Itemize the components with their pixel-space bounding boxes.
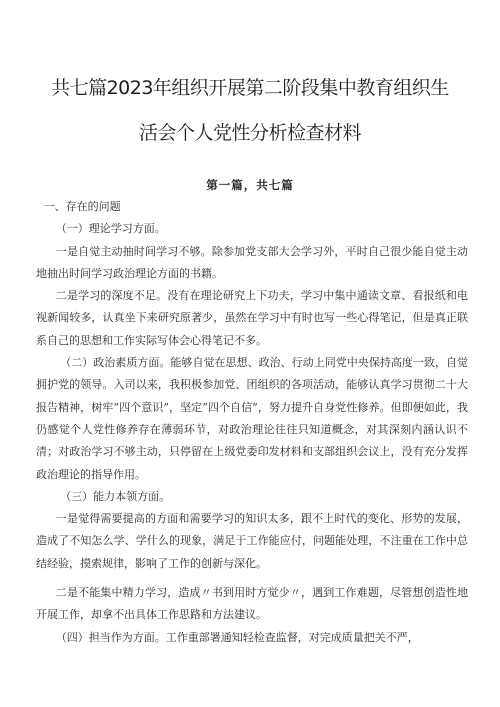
section-subtitle: 第一篇，共七篇 [206,178,294,192]
body-paragraph: 一是觉得需要提高的方面和需要学习的知识太多，跟不上时代的变化、形势的发展，造成了不知怎么学、学什么的现象，满足于工作能应付，问题能处理，不注重在工作中总结经验，摸索规律，影响了工作的创新与深化。 [36,512,468,570]
body-paragraph: （四）担当作为方面。工作重部署通知轻检查监督，对完成质量把关不严， [55,630,419,644]
body-paragraph: 二是不能集中精力学习，造成〃书到用时方觉少〃，遇到工作难题，尽管想创造性地开展工作，却拿不出具体工作思路和方法建议。 [36,586,468,622]
section-heading: 一、存在的问题 [43,200,121,213]
document-body [36,196,468,649]
document-title-line-2: 活会个人党性分析检查材料 [138,122,361,144]
body-paragraph: 二是学习的深度不足。没有在理论研究上下功夫，学习中集中通读文章、看报纸和电视新闻较多，认真坐下来研究原著少，虽然在学习中有时也写一些心得笔记，但是真正联系自己的思想和工作实际写体会心得笔记不多。 [36,289,468,347]
document-title-line-1: 共七篇2023年组织开展第二阶段集中教育组织生 [51,77,449,99]
subsection-heading: （一）理论学习方面。 [55,222,166,236]
body-paragraph: 一是自觉主动抽时间学习不够。除参加党支部大会学习外，平时自己很少能自觉主动地抽出时间学习政治理论方面的书籍。 [36,244,468,280]
body-paragraph: （二）政治素质方面。能够自觉在思想、政治、行动上同党中央保持高度一致，自觉拥护党的领导。入司以来，我积极参加党、团组织的各项活动，能够认真学习贯彻二十大报告精神，树牢“四个意识”，坚定“四个自信”，努力提升自身党性修养。但即便如此，我仍感觉个人党性修养存在薄弱环节，对政治理论往往只知道概念，对其深刻内涵认识不清；对政治学习不够主动，只停留在上级党委印发材料和支部组织会议上，没有充分发挥政治理论的指导作用。 [36,356,468,481]
subsection-heading: （三）能力本领方面。 [60,489,171,503]
